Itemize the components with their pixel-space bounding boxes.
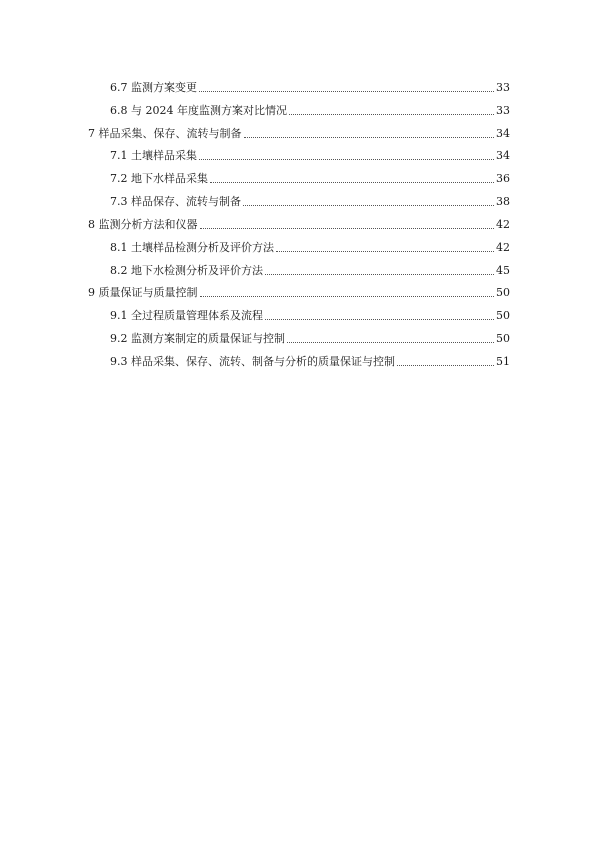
toc-entry-8[interactable]	[88, 209, 510, 232]
toc-entry-7[interactable]	[88, 118, 510, 141]
toc-entry-8-2[interactable]	[88, 255, 510, 278]
toc-entry-9-3[interactable]	[88, 346, 510, 369]
dot-leader	[199, 158, 494, 160]
dot-leader	[289, 113, 494, 115]
toc-entry-7-1[interactable]	[88, 141, 510, 164]
toc-label: 9.1 全过程质量管理体系及流程	[110, 309, 263, 323]
dot-leader	[265, 318, 494, 320]
toc-page-number: 50	[496, 286, 510, 300]
table-of-contents	[88, 72, 510, 369]
toc-label: 6.7 监测方案变更	[110, 80, 197, 94]
toc-page-number: 42	[496, 240, 510, 254]
toc-page-number: 38	[496, 195, 510, 209]
dot-leader	[200, 295, 495, 297]
toc-label: 8.2 地下水检测分析及评价方法	[110, 263, 263, 277]
dot-leader	[287, 341, 494, 343]
toc-label: 9 质量保证与质量控制	[88, 286, 198, 300]
toc-entry-9-1[interactable]	[88, 300, 510, 323]
toc-label: 6.8 与 2024 年度监测方案对比情况	[110, 103, 287, 117]
toc-page-number: 36	[496, 172, 510, 186]
toc-label: 7.3 样品保存、流转与制备	[110, 195, 241, 209]
toc-entry-7-2[interactable]	[88, 163, 510, 186]
toc-page-number: 33	[496, 103, 510, 117]
toc-entry-7-3[interactable]	[88, 186, 510, 209]
toc-label: 9.3 样品采集、保存、流转、制备与分析的质量保证与控制	[110, 354, 395, 368]
toc-label: 8.1 土壤样品检测分析及评价方法	[110, 240, 274, 254]
toc-label: 7.1 土壤样品采集	[110, 149, 197, 163]
dot-leader	[265, 273, 494, 275]
toc-label: 8 监测分析方法和仪器	[88, 217, 198, 231]
dot-leader	[397, 364, 494, 366]
toc-entry-9-2[interactable]	[88, 323, 510, 346]
toc-label: 7.2 地下水样品采集	[110, 172, 208, 186]
dot-leader	[199, 90, 494, 92]
dot-leader	[200, 227, 495, 229]
toc-page-number: 42	[496, 217, 510, 231]
toc-entry-9[interactable]	[88, 278, 510, 301]
toc-entry-8-1[interactable]	[88, 232, 510, 255]
toc-page-number: 51	[496, 354, 510, 368]
toc-page-number: 33	[496, 80, 510, 94]
dot-leader	[210, 181, 494, 183]
toc-page-number: 34	[496, 149, 510, 163]
toc-label: 9.2 监测方案制定的质量保证与控制	[110, 332, 285, 346]
dot-leader	[244, 136, 495, 138]
toc-page-number: 50	[496, 332, 510, 346]
toc-page-number: 34	[496, 126, 510, 140]
dot-leader	[276, 250, 494, 252]
toc-page-number: 45	[496, 263, 510, 277]
toc-label: 7 样品采集、保存、流转与制备	[88, 126, 242, 140]
toc-entry-6-8[interactable]	[88, 95, 510, 118]
dot-leader	[243, 204, 494, 206]
toc-page-number: 50	[496, 309, 510, 323]
toc-entry-6-7[interactable]	[88, 72, 510, 95]
